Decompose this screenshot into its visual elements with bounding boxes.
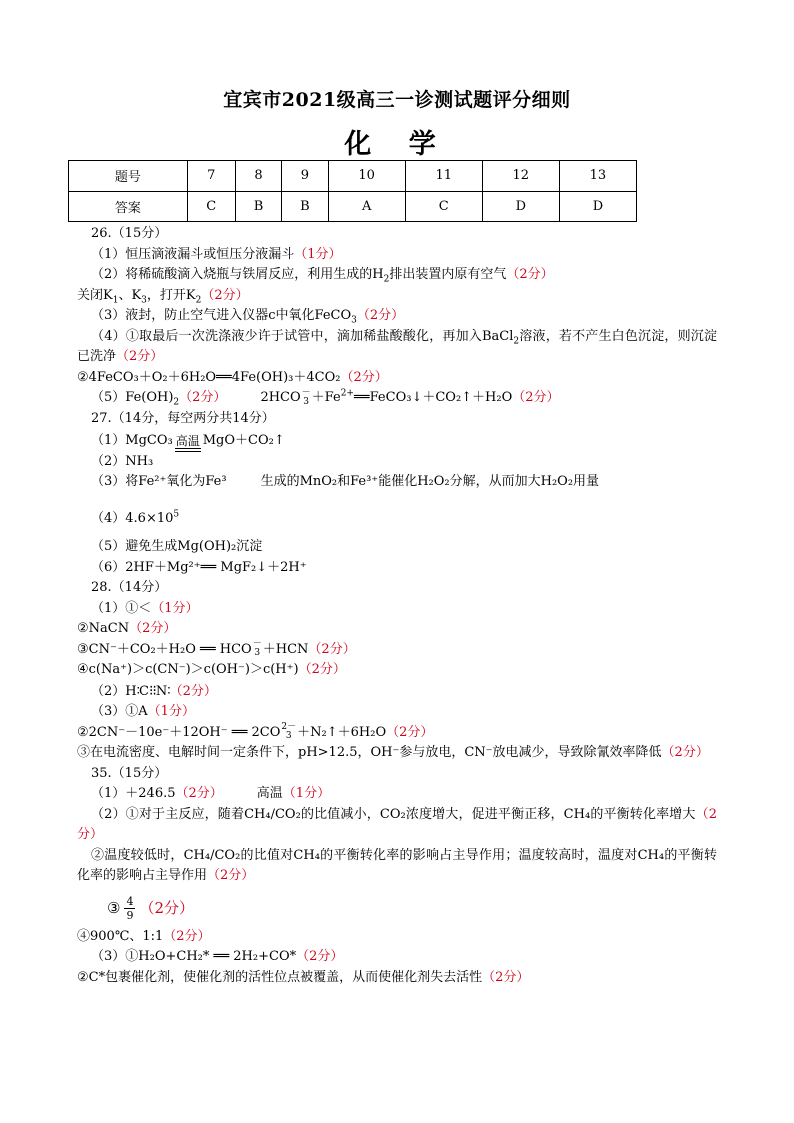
answer-text: ＋HCN: [262, 641, 309, 657]
q35-line-4: [77, 893, 717, 923]
fraction: [124, 895, 135, 922]
triple-bond-dots-icon: ⁝⁝: [148, 682, 156, 699]
answer-text: 排出装置内原有空气: [389, 267, 507, 282]
q28-line-2: [77, 619, 717, 640]
score-label: （1分）: [294, 246, 342, 262]
answer-text: ══FeCO₃↓＋CO₂↑＋H₂O: [353, 390, 513, 405]
q26-line-7: $(5)Fe(OH)_2(2$分） 2HCO － 3 $+Fe^{2+}══FeCO_3↓+CO_2↑+H_2O(2$分）: [91, 387, 560, 408]
score-label: （1分）: [147, 704, 195, 719]
score-label: （1分）: [151, 600, 199, 616]
answer-text: （2）①对于主反应，随着CH₄/CO₂的比值减小，CO₂浓度增大，促进平衡正移，CH₄的平衡转化率增大: [91, 806, 696, 822]
score-label: （2分）: [169, 683, 217, 699]
q27-heading: 27.（14分，每空两分共14分）: [91, 410, 275, 426]
answer-table-row-numbers: [69, 161, 637, 192]
fraction-denominator: 9: [126, 909, 134, 922]
answer-cell: B: [235, 191, 281, 222]
score-label: （2分）: [139, 898, 194, 917]
q27-line-5: （5）避免生成Mg(OH)₂沉淀: [91, 539, 263, 554]
answer-text: ④900℃、1:1: [77, 928, 164, 944]
score-label: （2分）: [512, 390, 560, 405]
electron-dots-icon: ∶: [136, 683, 139, 699]
question-number-cell: 7: [187, 161, 235, 192]
scoring-content: [77, 224, 717, 988]
score-label: （2分）: [506, 267, 554, 282]
exponent: 5: [173, 509, 180, 520]
answer-text: （1）①＜: [91, 600, 152, 616]
answer-table-row-answers: [69, 191, 637, 222]
answer-text: MgO＋CO₂↑: [202, 433, 285, 448]
answer-text: ②C*包裹催化剂，使催化剂的活性位点被覆盖，从而使催化剂失去活性: [77, 969, 483, 985]
score-label: （2分）: [356, 308, 405, 323]
score-label: （2分）: [179, 390, 227, 405]
answer-text: （2）H: [91, 683, 137, 699]
score-label: （2分）: [340, 369, 388, 385]
score-label: （2分）: [308, 641, 356, 657]
score-label: （2分）: [175, 786, 223, 801]
answer-text: ③在电流密度、电解时间一定条件下，pH>12.5，OH⁻参与放电，CN⁻放电减少，导致除氰效率降低: [77, 745, 662, 760]
score-label: （2分）: [116, 349, 164, 364]
q26-line-5: （4）①取最后一次洗涤液少许于试管中，滴加稀盐酸酸化，再加入BaCl$_2$溶液，若不产生白色沉淀，则沉淀已洗净（2分）: [77, 328, 717, 364]
answer-text: ，打开K: [146, 287, 196, 303]
answer-text: ②温度较低时，CH₄/CO₂的比值对CH₄的平衡转化率的影响占主导作用；温度较高时，温度对CH₄的平衡转化率的影响占主导作用: [77, 847, 717, 883]
q28-heading: 28.（14分）: [91, 580, 168, 595]
answer-table: [68, 160, 637, 222]
q35-line-2: [77, 805, 717, 846]
answer-text: （2）将稀硫酸滴入烧瓶与铁屑反应，利用生成的H: [91, 267, 384, 282]
answer-cell: D: [482, 191, 559, 222]
score-label: （1分）: [282, 786, 331, 801]
question-number-cell: 11: [405, 161, 482, 192]
q35-line-1: [77, 784, 717, 805]
q28-line-6: [77, 702, 717, 723]
q28-line-5: [77, 681, 717, 703]
answer-cell: A: [328, 191, 405, 222]
ion-charge-stack: 2－ 3: [281, 722, 297, 741]
reaction-condition: [175, 435, 201, 452]
q26-heading: 26.（15分）: [91, 226, 168, 241]
q26-line-3: 关闭$K_1$、$K_3$，打开$K_2(2$分）: [77, 287, 249, 306]
score-label: （2分）: [296, 949, 344, 964]
q27-line-6: （6）2HF＋Mg²⁺══ MgF₂↓＋2H⁺: [91, 559, 307, 575]
q35-heading: 35.（15分）: [91, 765, 168, 781]
question-number-cell: 13: [559, 161, 636, 192]
answer-text: 2HCO: [260, 390, 301, 405]
q26-line-4: （3）液封，防止空气进入仪器c中氧化FeCO$_3$（2分）: [91, 308, 405, 326]
q28-line-7: [77, 723, 717, 744]
document-title: 宜宾市2021级高三一诊测试题评分细则: [223, 89, 571, 111]
table-header-cell: 答案: [69, 191, 188, 222]
answer-cell: C: [187, 191, 235, 222]
score-label: （2分）: [661, 745, 709, 760]
answer-text: ＋N₂↑＋6H₂O: [297, 724, 387, 740]
answer-cell: C: [405, 191, 482, 222]
q26-line-1: [77, 245, 717, 266]
answer-cell: D: [559, 191, 636, 222]
score-label: （2分）: [201, 287, 249, 303]
question-number-cell: 12: [482, 161, 559, 192]
answer-text: （3）液封，防止空气进入仪器c中氧化FeCO: [91, 308, 352, 323]
answer-text: （1）MgCO₃: [91, 433, 173, 448]
q35-line-5: [77, 927, 717, 948]
answer-text: （3）①A: [91, 704, 148, 719]
q35-line-7: [77, 968, 717, 989]
q28-line-8: [77, 743, 720, 764]
q27-line-4: [77, 509, 717, 530]
answer-text: 溶液，若不产生白色沉淀，则沉淀已洗净: [77, 328, 717, 364]
answer-text: ③: [107, 898, 121, 917]
q27-line-2: （2）NH₃: [91, 453, 154, 469]
q26-line-6: [77, 368, 717, 389]
subject-title: 化 学: [344, 129, 450, 160]
condition-label: 高温: [175, 433, 200, 448]
score-label: （2分）: [386, 724, 434, 740]
ion-charge-stack: － 3: [252, 639, 262, 658]
question-number-cell: 10: [328, 161, 405, 192]
answer-text: 生成的MnO₂和Fe³⁺能催化H₂O₂分解，从而加大H₂O₂用量: [260, 474, 600, 489]
answer-text: （4）①取最后一次洗涤液少许于试管中，滴加稀盐酸酸化，再加入BaCl: [91, 328, 514, 344]
answer-text: ④c(Na⁺)＞c(CN⁻)＞c(OH⁻)＞c(H⁺): [77, 662, 299, 677]
answer-text: N: [155, 683, 168, 699]
answer-text: （4）4.6×10: [91, 510, 174, 526]
answer-text: （5）Fe(OH): [91, 390, 174, 405]
q28-line-3: [77, 640, 717, 661]
answer-text: （1）恒压滴液漏斗或恒压分液漏斗: [91, 246, 295, 262]
answer-text: ②NaCN: [77, 621, 130, 636]
q27-line-3: [77, 472, 717, 493]
score-label: （2分）: [482, 969, 530, 985]
lone-pair-dots-icon: ∶: [167, 683, 170, 699]
answer-text: ③CN⁻＋CO₂＋H₂O ══ HCO: [77, 641, 252, 657]
answer-text: 高温: [256, 786, 283, 801]
score-label: （2分）: [298, 662, 346, 677]
answer-text: C: [139, 683, 149, 699]
question-number-cell: 8: [235, 161, 281, 192]
answer-text: 、K: [118, 287, 142, 303]
answer-text: （3）将Fe²⁺氧化为Fe³: [91, 474, 227, 489]
q28-line-4: [77, 660, 717, 681]
answer-text: ②2CN⁻－10e⁻＋12OH⁻ ══ 2CO: [77, 724, 281, 740]
q35-line-6: [77, 947, 717, 968]
table-header-cell: 题号: [69, 161, 188, 192]
answer-text: （1）＋246.5: [91, 786, 176, 801]
score-label: （2分）: [207, 868, 255, 883]
answer-cell: B: [282, 191, 328, 222]
ion-charge-stack: － 3: [301, 387, 311, 407]
score-label: （2分）: [129, 621, 177, 636]
answer-text: ②4FeCO₃＋O₂＋6H₂O══4Fe(OH)₃＋4CO₂: [77, 369, 341, 385]
score-label: （2分）: [163, 928, 211, 944]
q27-line-1: [77, 431, 717, 452]
fraction-numerator: 4: [126, 895, 134, 908]
answer-text: 关闭K: [77, 287, 113, 303]
q35-line-3: [77, 846, 717, 887]
q26-line-2: （2）将稀硫酸滴入烧瓶与铁屑反应，利用生成的$H_2$排出装置内原有空气（2分）: [91, 267, 554, 285]
score-label: （2分）: [77, 806, 717, 842]
answer-text: （3）①H₂O+CH₂* ══ 2H₂+CO*: [91, 949, 297, 964]
answer-text: ＋Fe: [311, 390, 341, 405]
question-number-cell: 9: [282, 161, 328, 192]
q28-line-1: [77, 599, 717, 620]
